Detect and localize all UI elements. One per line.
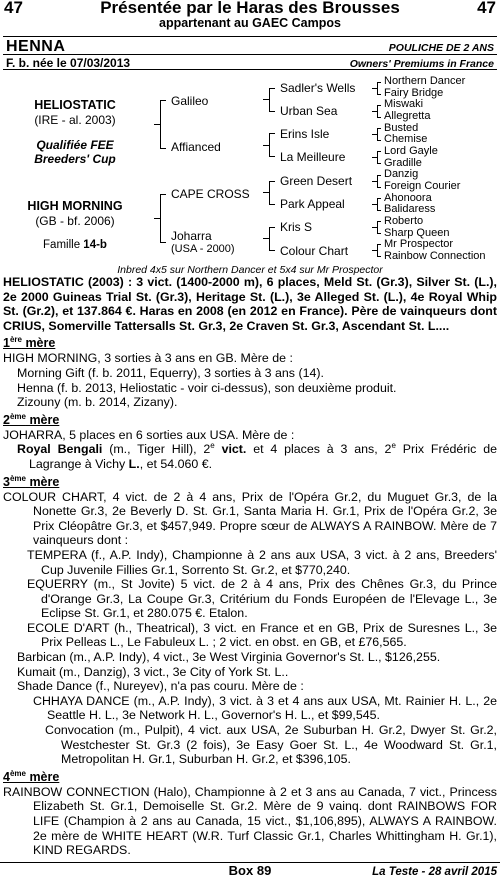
- gen4-ancestor: Ahonoora: [384, 192, 432, 204]
- gen2-galileo: Galileo: [171, 94, 209, 108]
- gen4-ancestor: Busted: [384, 122, 419, 134]
- owner-subtitle: appartenant au GAEC Campos: [159, 16, 341, 30]
- gen4-ancestor: Lord Gayle: [384, 145, 438, 157]
- sire-note-1: Qualifiée FEE: [36, 138, 114, 152]
- first-dam-title: 1ère mère: [3, 335, 56, 351]
- gen2-affianced: Affianced: [171, 140, 221, 154]
- third-dam-kumait: Kumait (m., Danzig), 3 vict., 3e City of York St. L..: [17, 664, 289, 679]
- dam-name: HIGH MORNING: [27, 199, 123, 213]
- sire-paragraph: HELIOSTATIC (2003) : 3 vict. (1400-2000 m), 6 places, Meld St. (Gr.3), Silver St. (L.), 2e 2000 Guineas Trial St. (Gr.3), Heritage St. (L.), 3e Alleged St. (L.), 4e Royal Whip St. (Gr.2), et 137.864 €. Haras en 2008 (en 2012 en France). Père de vainqueurs dont CRIUS, Somerville Tattersalls St. Gr.3, 2e Craven St. Gr.3, Ascendant St. L....: [3, 275, 497, 333]
- gen4-ancestor: Miswaki: [384, 98, 424, 110]
- gen3-sadlers-wells: Sadler's Wells: [280, 81, 356, 95]
- box-number: Box 89: [228, 863, 272, 878]
- horse-birth: F. b. née le 07/03/2013: [6, 56, 131, 70]
- horse-name-bar: [3, 36, 497, 54]
- third-dam-ecole-dart: ECOLE D'ART (h., Theatrical), 3 vict. en France et en GB, Prix de Suresnes L., 3e Prix Pelleas L., Le Fabuleux L. ; 2 vict. en obst. en GB, et £76,565.: [27, 620, 497, 650]
- fourth-dam-rainbow-connection: RAINBOW CONNECTION (Halo), Championne à 2 et 3 ans au Canada, 7 vict., Princess Elizabeth St. Gr.1, Demoiselle St. Gr.2. Mère de 9 vainq. dont RAINBOWS FOR LIFE (Champion à 2 ans au Canada, 15 vict., $1,106,895), ALWAYS A RAINBOW. 2e mère de WHITE HEART (W.R. Turf Classic Gr.1, Charles Whittingham H. Gr.1), KIND REGARDS.: [3, 784, 497, 858]
- horse-birth-bar: [3, 54, 497, 70]
- gen4-ancestor: Gradille: [384, 157, 422, 169]
- second-dam-royal-bengali: Royal Bengali (m., Tiger Hill), 2e vict. et 4 places à 3 ans, 2e Prix Frédéric de Lagrange à Vichy L., et 54.060 €.: [17, 441, 497, 471]
- sale-place-date: La Teste - 28 avril 2015: [372, 866, 497, 878]
- gen4-ancestor: Northern Dancer: [384, 75, 466, 87]
- gen4-ancestor: Balidaress: [384, 203, 436, 215]
- gen3-erins-isle: Erins Isle: [280, 127, 330, 141]
- gen3-green-desert: Green Desert: [280, 174, 353, 188]
- catalogue-header: [0, 0, 500, 30]
- gen4-ancestor: Roberto: [384, 215, 424, 227]
- sire-note-2: Breeders' Cup: [34, 152, 116, 166]
- gen4-ancestor: Mr Prospector: [384, 238, 454, 250]
- gen4-ancestor: Rainbow Connection: [384, 250, 486, 262]
- horse-sex-age: POULICHE DE 2 ANS: [388, 42, 494, 54]
- gen3-colour-chart: Colour Chart: [280, 244, 349, 258]
- owners-premiums: Owners' Premiums in France: [349, 58, 494, 70]
- gen4-ancestor: Danzig: [384, 168, 419, 180]
- first-dam-produce: Zizouny (m. b. 2014, Zizany).: [17, 395, 178, 410]
- pedigree-table: [0, 72, 500, 272]
- second-dam-title: 2ème mère: [3, 411, 60, 427]
- fourth-dam-title: 4ème mère: [3, 768, 60, 784]
- second-dam-intro: JOHARRA, 5 places en 6 sorties aux USA. Mère de :: [3, 427, 295, 442]
- gen2-joharra: Joharra: [171, 229, 212, 243]
- third-dam-title: 3ème mère: [3, 473, 60, 489]
- gen4-ancestor: Chemise: [384, 133, 428, 145]
- gen2-joharra-info: (USA - 2000): [171, 243, 235, 255]
- first-dam-produce: Morning Gift (f. b. 2011, Equerry), 3 sorties à 3 ans (14).: [17, 365, 324, 380]
- lot-number-right: 47: [477, 0, 496, 17]
- third-dam-chhaya-dance: CHHAYA DANCE (m., A.P. Indy), 3 vict. à 3 et 4 ans aux USA, Mt. Rainier H. L., 2e Seattle H. L., 3e Network H. L., Governor's H. L., et $99,545.: [33, 693, 497, 723]
- gen2-cape-cross: CAPE CROSS: [171, 187, 250, 201]
- catalogue-footer: [0, 862, 500, 878]
- third-dam-shade-dance: Shade Dance (f., Nureyev), n'a pas couru. Mère de :: [17, 679, 304, 694]
- gen4-ancestor: Sharp Queen: [384, 227, 450, 239]
- third-dam-barbican: Barbican (m., A.P. Indy), 4 vict., 3e West Virginia Governor's St. L., $126,255.: [17, 650, 441, 665]
- lot-number-left: 47: [4, 0, 23, 17]
- sire-name: HELIOSTATIC: [34, 98, 116, 112]
- gen3-kris-s: Kris S: [280, 220, 313, 234]
- presenter-title: Présentée par le Haras des Brousses: [100, 0, 400, 17]
- catalogue-body: [3, 275, 497, 858]
- third-dam-tempera: TEMPERA (f., A.P. Indy), Championne à 2 ans aux USA, 3 vict. à 2 ans, Breeders' Cup Juvenile Fillies Gr.1, Sorrento St. Gr.2, et $770,240.: [27, 547, 497, 577]
- sire-info: (IRE - al. 2003): [34, 113, 116, 127]
- third-dam-colour-chart: COLOUR CHART, 4 vict. de 2 à 4 ans, Prix de l'Opéra Gr.2, du Muguet Gr.3, de la Nonette Gr.3, 2e Beverly D. St. Gr.1, Santa Maria H. Gr.1, Prix de l'Opéra Gr.2, 3e Prix Cléopâtre Gr.3, et $457,949. Propre sœur de ALWAYS A RAINBOW. Mère de 7 vainqueurs dont :: [3, 489, 497, 548]
- third-dam-convocation: Convocation (m., Pulpit), 4 vict. aux USA, 2e Suburban H. Gr.2, Dwyer St. Gr.2, Westchester St. Gr.3 (2 fois), 3e Easy Goer St. L., 4e Woodward St. Gr.1, Metropolitan H. Gr.1, Suburban H. Gr.2, et $396,105.: [45, 723, 497, 767]
- gen4-ancestor: Allegretta: [384, 110, 431, 122]
- horse-name: HENNA: [6, 38, 66, 55]
- first-dam-produce: Henna (f. b. 2013, Heliostatic - voir ci-dessus), son deuxième produit.: [17, 380, 397, 395]
- gen3-park-appeal: Park Appeal: [280, 197, 345, 211]
- third-dam-equerry: EQUERRY (m., St Jovite) 5 vict. de 2 à 4 ans, Prix des Chênes Gr.3, du Prince d'Orange Gr.3, La Coupe Gr.3, Critérium du Fonds Européen de l'Elevage L., 3e Eclipse St. Gr.1, et 280.075 €. Etalon.: [27, 577, 497, 621]
- gen3-urban-sea: Urban Sea: [280, 104, 338, 118]
- family: Famille 14-b: [43, 239, 107, 251]
- gen3-la-meilleure: La Meilleure: [280, 150, 346, 164]
- gen4-ancestor: Fairy Bridge: [384, 87, 444, 99]
- inbreeding-note: Inbred 4x5 sur Northern Dancer et 5x4 sur Mr Prospector: [117, 264, 383, 276]
- gen4-ancestor: Foreign Courier: [384, 180, 461, 192]
- first-dam-intro: HIGH MORNING, 3 sorties à 3 ans en GB. Mère de :: [3, 351, 293, 366]
- dam-info: (GB - bf. 2006): [35, 214, 115, 228]
